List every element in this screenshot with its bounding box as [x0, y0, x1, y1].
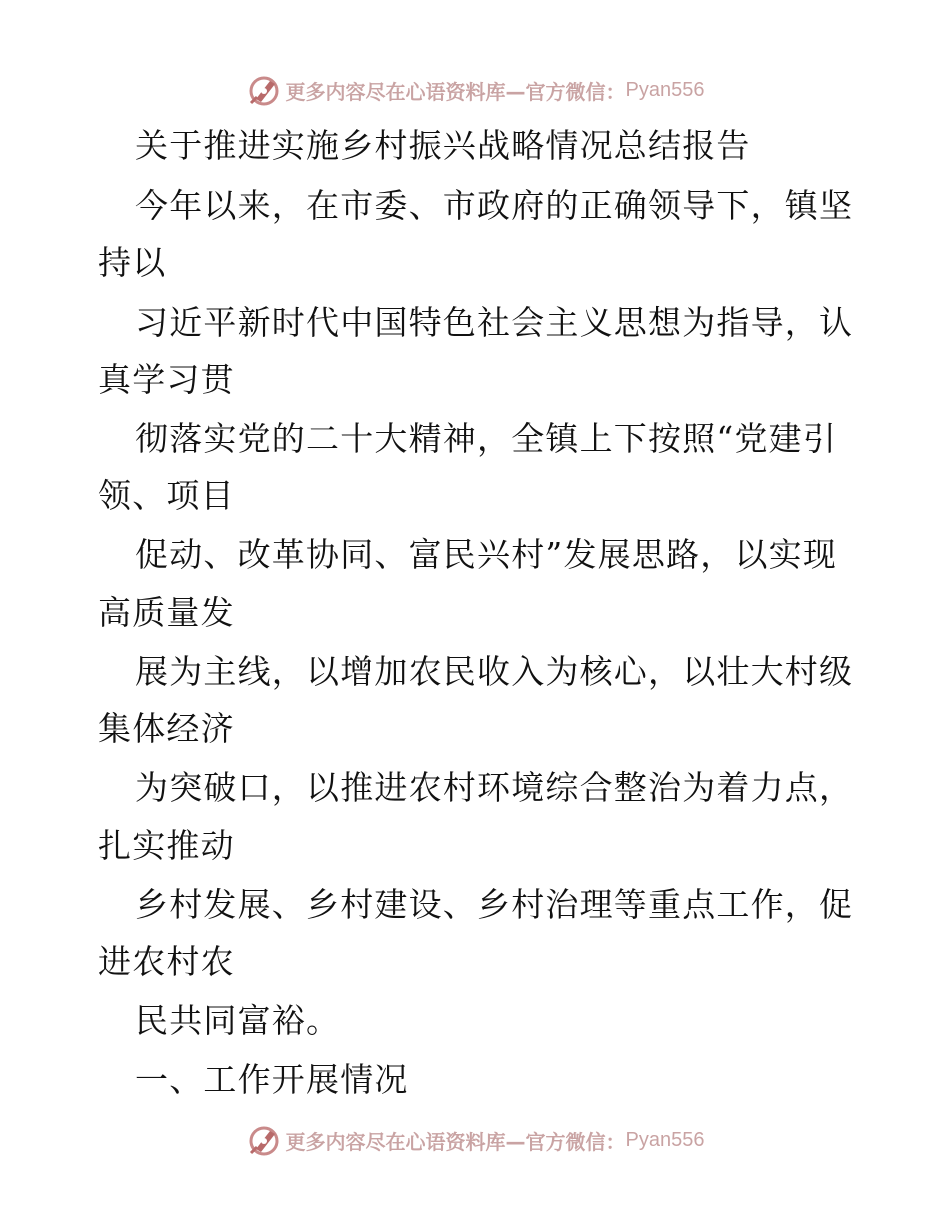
paragraph-line: 展为主线，以增加农民收入为核心，以壮大村级: [135, 652, 854, 691]
watermark-id: Pyan556: [625, 78, 705, 101]
watermark-text: 更多内容尽在心语资料库—官方微信：: [285, 1129, 626, 1154]
paragraph-line: 促动、改革协同、富民兴村”发展思路，以实现: [135, 535, 838, 574]
paragraph-line: 乡村发展、乡村建设、乡村治理等重点工作，促: [135, 885, 854, 924]
paragraph-line: 集体经济: [98, 709, 235, 748]
paragraph-line: 持以: [98, 243, 167, 282]
watermark-text: 更多内容尽在心语资料库—官方微信：: [285, 79, 626, 104]
paragraph-line: 为突破口，以推进农村环境综合整治为着力点，: [135, 768, 854, 807]
paragraph-line: 进农村农: [98, 942, 235, 981]
document-title: 关于推进实施乡村振兴战略情况总结报告: [135, 126, 751, 165]
paragraph-line: 高质量发: [98, 593, 235, 632]
paragraph-line: 今年以来，在市委、市政府的正确领导下，镇坚: [135, 186, 854, 225]
section-heading: 一、工作开展情况: [135, 1060, 409, 1099]
paragraph-line: 彻落实党的二十大精神，全镇上下按照“党建引: [135, 419, 838, 458]
paragraph-line: 扎实推动: [98, 826, 235, 865]
paragraph-line: 领、项目: [98, 476, 235, 515]
paragraph-line: 民共同富裕。: [135, 1001, 341, 1040]
paragraph-line: 习近平新时代中国特色社会主义思想为指导，认: [135, 303, 854, 342]
paragraph-line: 真学习贯: [98, 360, 235, 399]
watermark-id: Pyan556: [625, 1128, 705, 1151]
pen-nib-logo-icon: [246, 1122, 282, 1158]
footer-watermark: [0, 1120, 950, 1160]
